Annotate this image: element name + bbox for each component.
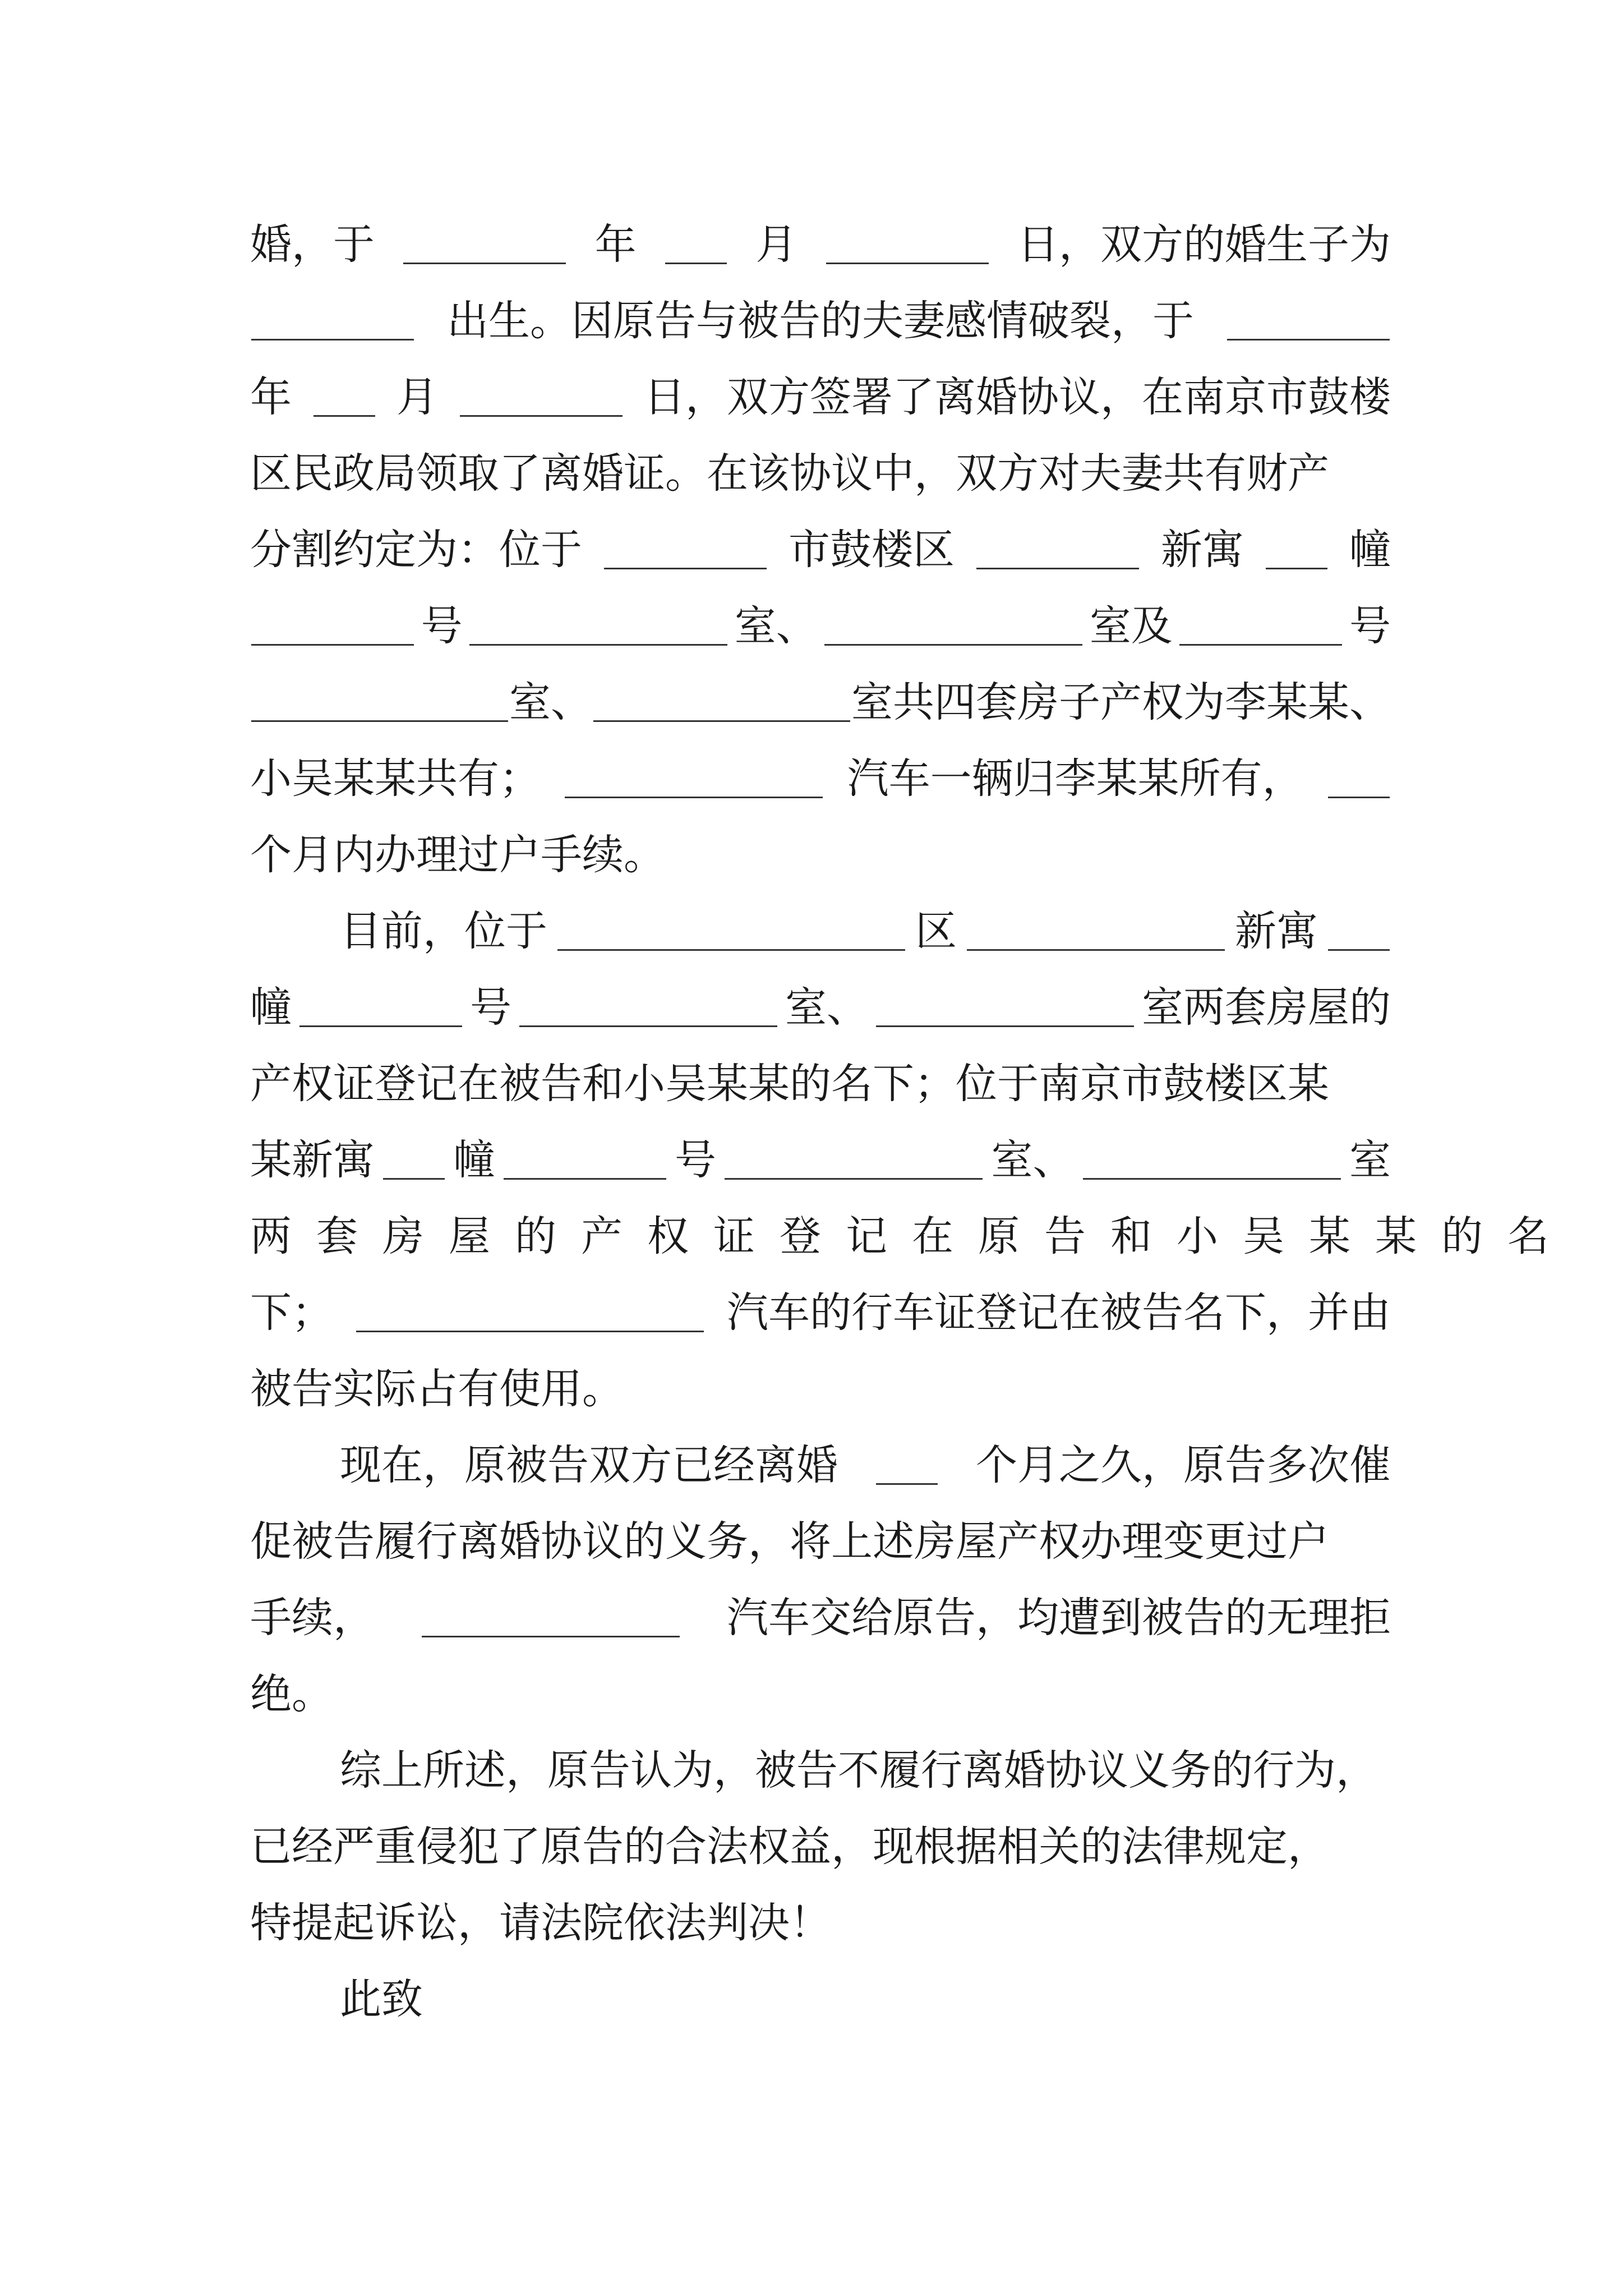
text-segment: 室两套房屋的 bbox=[1142, 983, 1391, 1032]
blank-field bbox=[967, 912, 1225, 951]
text-segment: 两套房屋的产权证登记在原告和小吴某某的名 bbox=[250, 1212, 1574, 1260]
text-line bbox=[250, 1355, 1391, 1423]
text-segment: 年 bbox=[250, 373, 292, 421]
text-line bbox=[250, 592, 1391, 660]
text-line bbox=[250, 1279, 1391, 1346]
blank-field bbox=[665, 226, 727, 264]
text-segment: 日，双方的婚生子为 bbox=[1017, 220, 1391, 269]
text-segment: 个月内办理过户手续。 bbox=[250, 831, 665, 879]
text-line bbox=[250, 1126, 1391, 1194]
text-segment: 新寓 bbox=[1235, 907, 1318, 955]
text-line bbox=[250, 287, 1391, 355]
blank-field bbox=[469, 607, 727, 646]
text-line bbox=[250, 440, 1391, 507]
text-line bbox=[250, 1737, 1391, 1804]
blank-field bbox=[1083, 1141, 1341, 1180]
text-segment: 绝。 bbox=[250, 1670, 333, 1718]
text-line bbox=[250, 1966, 1391, 2033]
text-segment: 号 bbox=[675, 1136, 716, 1184]
text-segment: 室 bbox=[1349, 1136, 1391, 1184]
text-segment: 幢 bbox=[453, 1136, 495, 1184]
text-line bbox=[250, 1813, 1391, 1880]
text-segment: 年 bbox=[594, 220, 637, 269]
text-segment: 出生。因原告与被告的夫妻感情破裂，于 bbox=[447, 297, 1194, 345]
text-segment: 婚，于 bbox=[250, 220, 375, 269]
text-segment: 室、 bbox=[734, 602, 818, 650]
blank-field bbox=[383, 1141, 445, 1180]
text-line bbox=[250, 1889, 1391, 1957]
blank-field bbox=[313, 378, 375, 417]
blank-field bbox=[593, 683, 850, 722]
blank-field bbox=[356, 1294, 704, 1332]
text-segment: 区民政局领取了离婚证。在该协议中，双方对夫妻共有财产 bbox=[250, 449, 1329, 498]
blank-field bbox=[251, 607, 414, 646]
text-segment: 某新寓 bbox=[250, 1136, 375, 1184]
text-segment: 汽车一辆归李某某所有， bbox=[847, 754, 1304, 803]
blank-field bbox=[299, 988, 462, 1027]
text-line bbox=[250, 516, 1391, 583]
blank-field bbox=[422, 1599, 680, 1637]
text-segment: 现在，原被告双方已经离婚 bbox=[340, 1441, 838, 1489]
text-segment: 号 bbox=[470, 983, 511, 1032]
blank-field bbox=[519, 988, 777, 1027]
blank-field bbox=[604, 531, 767, 569]
text-line bbox=[250, 211, 1391, 278]
text-segment: 号 bbox=[421, 602, 463, 650]
text-segment: 室、 bbox=[509, 678, 592, 726]
text-segment: 区 bbox=[915, 907, 957, 955]
text-line bbox=[250, 898, 1391, 965]
text-line bbox=[250, 1203, 1574, 1270]
text-segment: 汽车交给原告，均遭到被告的无理拒 bbox=[727, 1594, 1391, 1642]
blank-field bbox=[824, 607, 1082, 646]
blank-field bbox=[460, 378, 623, 417]
blank-field bbox=[1328, 912, 1390, 951]
text-segment: 综上所述，原告认为，被告不履行离婚协议义务的行为， bbox=[340, 1746, 1377, 1795]
blank-field bbox=[1328, 760, 1390, 798]
text-segment: 月 bbox=[396, 373, 438, 421]
text-segment: 汽车的行车证登记在被告名下，并由 bbox=[727, 1289, 1391, 1337]
blank-field bbox=[251, 302, 414, 341]
text-segment: 号 bbox=[1349, 602, 1391, 650]
text-line bbox=[250, 1050, 1391, 1117]
text-segment: 日，双方签署了离婚协议，在南京市鼓楼 bbox=[644, 373, 1391, 421]
text-segment: 特提起诉讼，请法院依法判决！ bbox=[250, 1899, 831, 1947]
text-segment: 室、 bbox=[991, 1136, 1075, 1184]
text-segment: 促被告履行离婚协议的义务，将上述房屋产权办理变更过户 bbox=[250, 1517, 1329, 1566]
text-segment: 分割约定为：位于 bbox=[250, 526, 582, 574]
text-segment: 产权证登记在被告和小吴某某的名下；位于南京市鼓楼区某 bbox=[250, 1060, 1329, 1108]
text-segment: 下； bbox=[250, 1289, 333, 1337]
text-segment: 月 bbox=[755, 220, 797, 269]
blank-field bbox=[557, 912, 905, 951]
text-segment: 室共四套房子产权为李某某、 bbox=[851, 678, 1391, 726]
text-segment: 新寓 bbox=[1161, 526, 1244, 574]
blank-field bbox=[1266, 531, 1327, 569]
text-segment: 手续， bbox=[250, 1594, 375, 1642]
blank-field bbox=[565, 760, 823, 798]
text-segment: 被告实际占有使用。 bbox=[250, 1365, 624, 1413]
text-line bbox=[250, 974, 1391, 1041]
text-line bbox=[250, 1584, 1391, 1651]
blank-field bbox=[504, 1141, 666, 1180]
text-segment: 幢 bbox=[250, 983, 292, 1032]
text-segment: 室及 bbox=[1089, 602, 1173, 650]
text-segment: 已经严重侵犯了原告的合法权益，现根据相关的法律规定， bbox=[250, 1823, 1329, 1871]
blank-field bbox=[976, 531, 1139, 569]
text-segment: 小吴某某共有； bbox=[250, 754, 541, 803]
text-line bbox=[250, 745, 1391, 812]
blank-field bbox=[251, 683, 508, 722]
text-line bbox=[250, 1508, 1391, 1575]
text-segment: 目前，位于 bbox=[340, 907, 547, 955]
blank-field bbox=[1179, 607, 1342, 646]
text-line bbox=[250, 364, 1391, 431]
text-segment: 幢 bbox=[1349, 526, 1391, 574]
blank-field bbox=[403, 226, 566, 264]
blank-field bbox=[876, 1446, 938, 1485]
blank-field bbox=[1227, 302, 1390, 341]
blank-field bbox=[826, 226, 989, 264]
text-line bbox=[250, 1660, 1391, 1728]
text-line bbox=[250, 821, 1391, 889]
text-segment: 此致 bbox=[340, 1975, 423, 2023]
blank-field bbox=[876, 988, 1134, 1027]
text-line bbox=[250, 1432, 1391, 1499]
text-segment: 个月之久，原告多次催 bbox=[976, 1441, 1391, 1489]
text-segment: 市鼓楼区 bbox=[789, 526, 955, 574]
text-line bbox=[250, 669, 1391, 736]
blank-field bbox=[725, 1141, 983, 1180]
text-segment: 室、 bbox=[785, 983, 868, 1032]
